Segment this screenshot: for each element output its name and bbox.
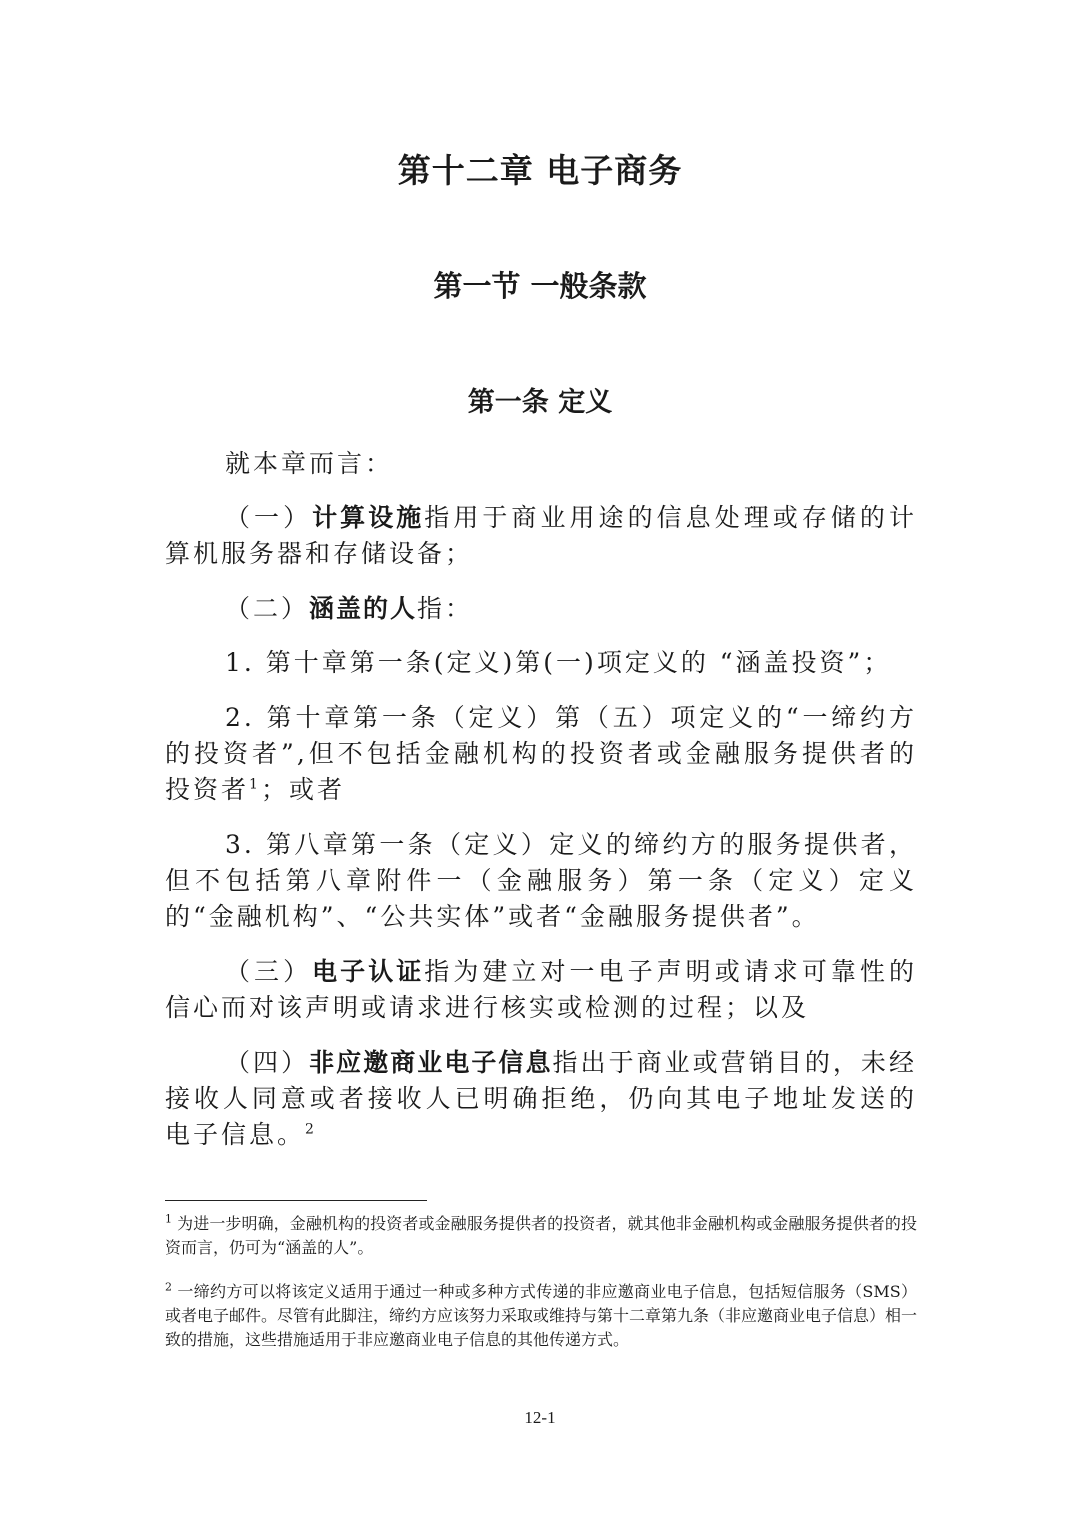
defined-term: 电子认证 [312,957,425,986]
footnote-ref: 2 [305,1121,317,1138]
sub-item-2 [165,700,917,808]
footnote-text: 为进一步明确，金融机构的投资者或金融服务提供者的投资者，就其他非金融机构或金融服务提供者的投资而言，仍可为“涵盖的人”。 [165,1214,917,1257]
intro-paragraph: 就本章而言： [225,449,394,478]
sub-item-3: 3. 第八章第一条（定义）定义的缔约方的服务提供者，但不包括第八章附件一（金融服务）第一条（定义）定义的“金融机构”、“公共实体”或者“金融服务提供者”。 [165,830,917,931]
footnote-number: 2 [165,1280,172,1294]
footnote-2 [165,1280,917,1352]
article-title: 第一条 定义 [467,387,613,418]
footnote-text: 一缔约方可以将该定义适用于通过一种或多种方式传递的非应邀商业电子信息，包括短信服务（SMS）或者电子邮件。尽管有此脚注，缔约方应该努力采取或维持与第十二章第九条（非应邀商业电子信息）相一致的措施，这些措施适用于非应邀商业电子信息的其他传递方式。 [165,1282,918,1349]
definition-text: 指： [417,594,474,623]
definition-unsolicited-message [165,1045,917,1153]
definition-computing-facilities [165,500,917,572]
sub-item-1: 1. 第十章第一条(定义)第(一)项定义的 “涵盖投资”； [225,648,892,677]
footnote-1 [165,1212,917,1260]
chapter-title: 第十二章 电子商务 [397,151,683,190]
section-title: 第一节 一般条款 [433,269,647,303]
definition-covered-person [165,591,917,627]
sub-item-tail: ；或者 [260,775,345,804]
item-number: （三） [225,957,313,986]
item-number: （一） [225,503,313,532]
footnote-ref: 1 [249,776,261,793]
page-number: 12-1 [524,1408,556,1427]
defined-term: 涵盖的人 [309,594,418,623]
item-number: （二） [225,594,310,623]
footnote-number: 1 [165,1212,172,1226]
definition-text: 指出于商业或营销目的，未经接收人同意或者接收人已明确拒绝，仍向其电子地址发送的电子信息。 [165,1048,917,1149]
sub-item-text: 2. 第十章第一条（定义）第（五）项定义的“一缔约方的投资者”,但不包括金融机构的投资者或金融服务提供者的投资者 [165,703,917,804]
defined-term: 计算设施 [312,503,425,532]
footnote-divider [165,1200,427,1201]
definition-text: 指为建立对一电子声明或请求可靠性的信心而对该声明或请求进行核实或检测的过程；以及 [165,957,917,1022]
item-number: （四） [225,1048,310,1077]
definition-text: 指用于商业用途的信息处理或存储的计算机服务器和存储设备； [165,503,917,568]
defined-term: 非应邀商业电子信息 [309,1048,553,1077]
definition-electronic-authentication [165,954,917,1026]
